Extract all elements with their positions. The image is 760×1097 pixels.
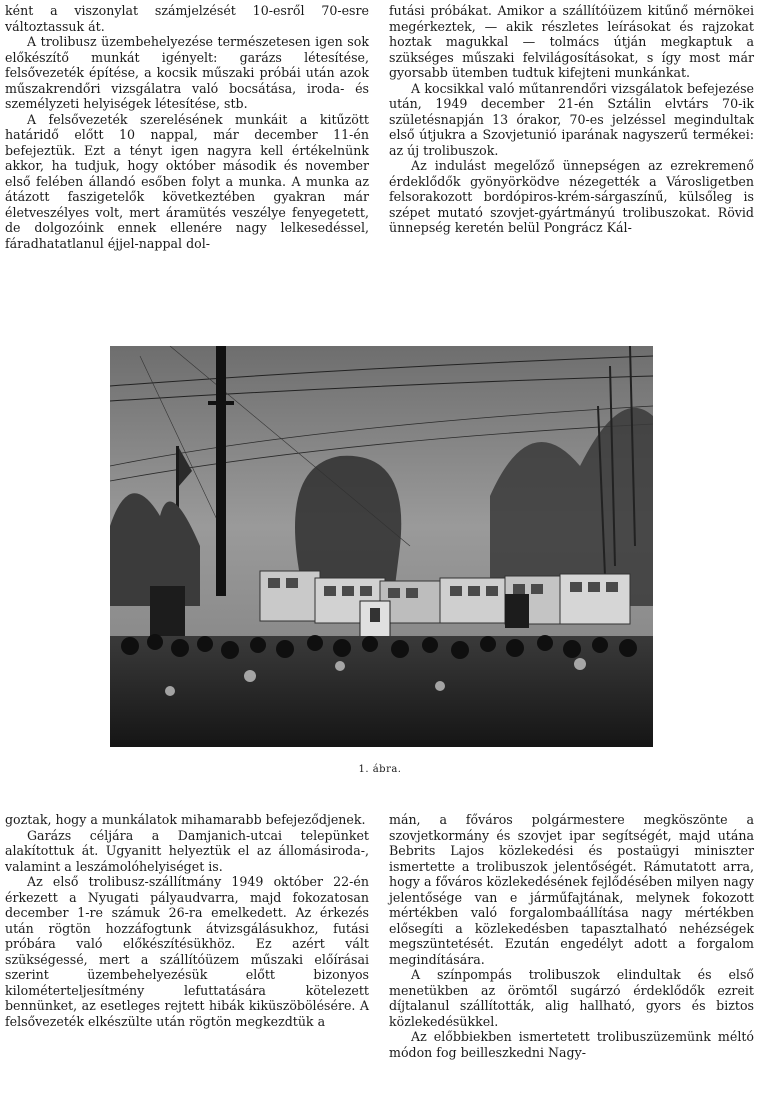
- figure-photo-trolleybus-ceremony: [110, 346, 653, 747]
- paragraph: A felsővezeték szerelésének munkáit a kitűzött határidő előtt 10 nappal, már december 11-én befejeztük. Ezt a tényt igen nagyra kell értékelnünk akkor, ha tudjuk, hogy október második és november első felében állandó esőben folyt a munka. A munka az átázott faszigetelők következtében gyakran már életveszélyes volt, mert áramütés veszélye fenyegetett, de dolgozóink ennek ellenére nagy lelkesedéssel, fáradhatatlanul éjjel-nappal dol-: [5, 111, 369, 251]
- figure-caption: 1. ábra.: [358, 764, 402, 775]
- paragraph: Az indulást megelőző ünnepségen az ezrekremenő érdeklődők gyönyörködve nézegették a Városligetben felsorakozott bordópiros-krém-sárgaszínű, külsőleg is szépet mutató szovjet-gyártmányú trolibuszokat. Rövid ünnepség keretén belül Pongrácz Kál-: [389, 158, 754, 235]
- text-column-bottom-right: [389, 812, 754, 1060]
- paragraph: mán, a főváros polgármestere megköszönte a szovjetkormány és szovjet ipar segítségét, majd utána Bebrits Lajos közlekedési és postaügyi miniszter ismertette a trolibuszok jelentőségét. Rámutatott arra, hogy a főváros közlekedésének fejlődésében milyen nagy jelentősége van e járműfajtának, melynek fokozott mértékben való forgalombaállítása nagy mértékben elősegíti a közlekedésben tapasztalható nehézségek megszüntetését. Ezután engedélyt adott a forgalom megindítására.: [389, 812, 754, 967]
- paragraph: A színpompás trolibuszok elindultak és első menetükben az örömtől sugárzó érdeklődők ezreit díjtalanul szállították, alig hallható, gyors és biztos közlekedésükkel.: [389, 967, 754, 1029]
- paragraph: goztak, hogy a munkálatok mihamarabb befejeződjenek.: [5, 812, 366, 827]
- text-column-top-left: [5, 3, 369, 251]
- text-column-top-right: [389, 3, 754, 236]
- text-column-bottom-left: [5, 812, 369, 1029]
- paragraph: Garázs céljára a Damjanich-utcai telepünket alakítottuk át. Ugyanitt helyeztük el az állomásiroda-, valamint a leszámolóhelyiséget is.: [5, 827, 369, 874]
- paragraph: Az első trolibusz-szállítmány 1949 október 22-én érkezett a Nyugati pályaudvarra, majd fokozatosan december 1-re számuk 26-ra emelkedett. Az érkezés után rögtön hozzáfogtunk átvizsgálásukhoz, futási próbára való előkészítésükhöz. Ez azért vált szükségessé, mert a szállítóüzem műszaki előírásai szerint üzembehelyezésük előtt bizonyos kilométerteljesítmény lefuttatására kötelezett bennünket, az esetleges rejtett hibák kiküszöbölésére. A felsővezeték elkészülte után rögtön megkezdtük a: [5, 874, 369, 1029]
- photo-illustration: [110, 346, 653, 747]
- paragraph: ként a viszonylat számjelzését 10-esről 70-esre változtassuk át.: [5, 3, 369, 34]
- paragraph: Az előbbiekben ismertetett trolibuszüzemünk méltó módon fog beilleszkedni Nagy-: [389, 1029, 754, 1060]
- paragraph: A kocsikkal való műtanrendőri vizsgálatok befejezése után, 1949 december 21-én Sztálin elvtárs 70-ik születésnapján 13 órakor, 70-es jelzéssel megindultak első útjukra a Szovjetunió iparának nagyszerű termékei: az új trolibuszok.: [389, 80, 754, 158]
- paragraph: futási próbákat. Amikor a szállítóüzem kitűnő mérnökei megérkeztek, — akik részletes leírásokat és rajzokat hoztak magukkal — tolmács útján megkaptuk a szükséges műszaki felvilágosításokat, s így most már gyorsabb ütemben tudtuk kifejteni munkánkat.: [389, 3, 754, 80]
- paragraph: A trolibusz üzembehelyezése természetesen igen sok előkészítő munkát igényelt: garázs létesítése, felsővezeték építése, a kocsik műszaki próbái után azok műszakrendőri vizsgálatra való bocsátása, iroda- és személyzeti helyiségek létesítése, stb.: [5, 34, 369, 111]
